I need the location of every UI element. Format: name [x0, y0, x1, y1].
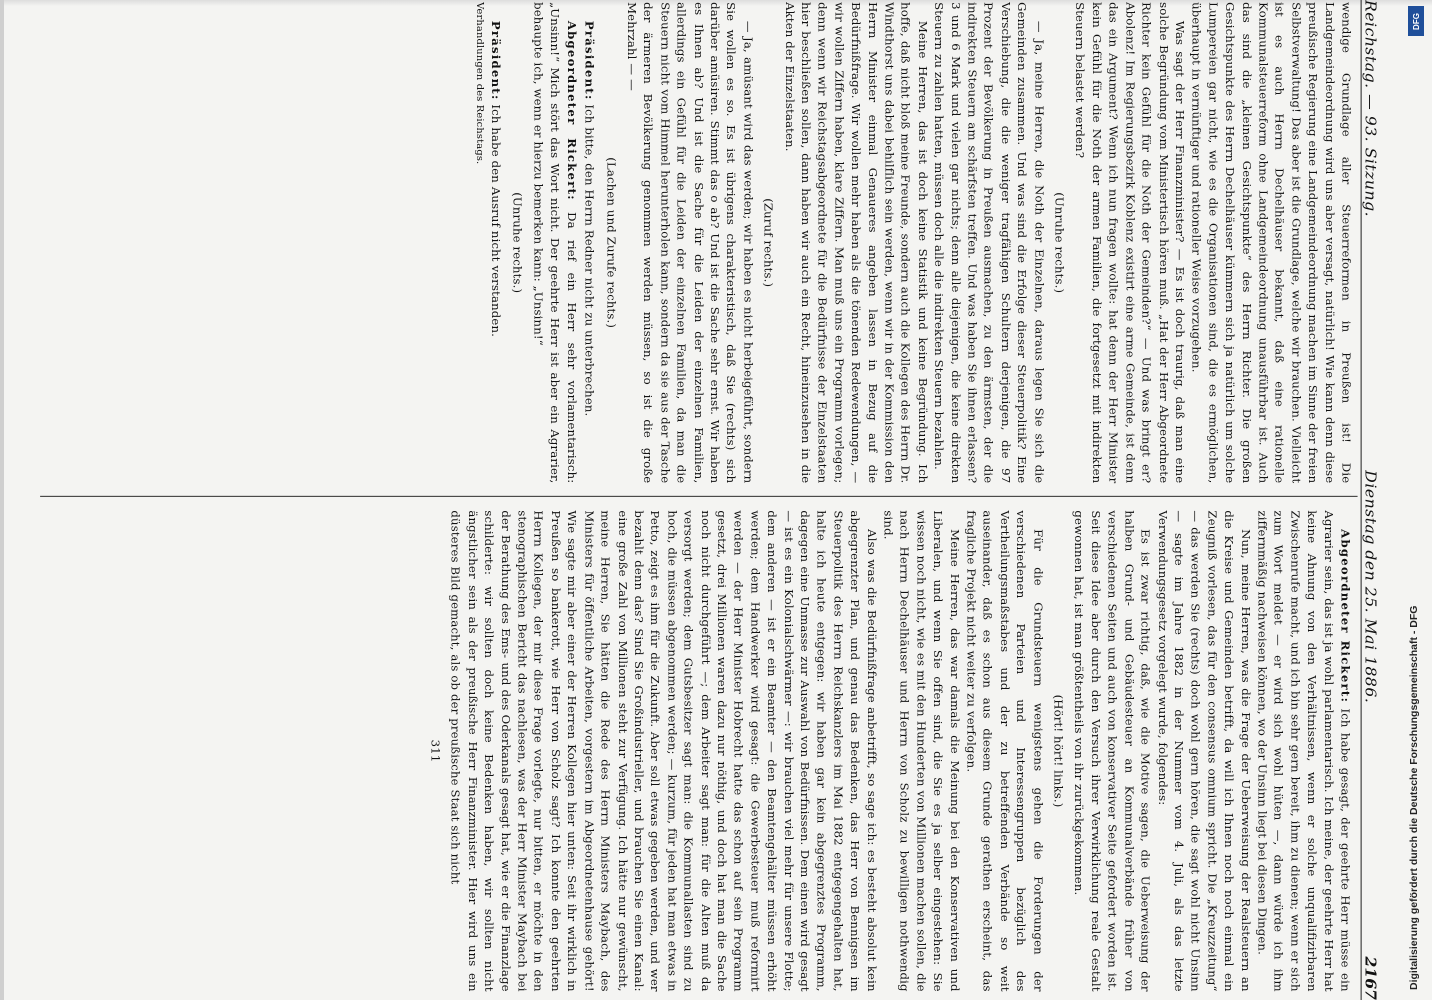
dfg-logo-text: DFG — [1411, 12, 1421, 30]
left-paragraph-5: — Ja, amüsant wird das werden; wir haben es nicht herbeigeführt, sondern Sie wollen es so. Es ist übrigens charakteristisch, daß Sie (rechts) sich darüber amüsiren. Stimmt das o ab? Und ist die Sache sehr ernst. Wir haben es Ihnen ab? Und ist die Sache für die Leiden der einzelnen Familien, allerdings ein Gefühl für die Leiden der einzelnen Familien, da man die Steuern nicht vom Himmel herunterholen kann, sondern da sie aus der Tasche der ärmeren Bevölkerung genommen werden müssen, so ist die große Mehrzahl — — — [624, 2, 755, 484]
speaker-label: Präsident: — [489, 20, 504, 101]
header-center: Dienstag den 25. Mai 1886. — [1361, 470, 1380, 704]
dfg-logo — [1408, 6, 1424, 36]
rotated-page — [32, 0, 1390, 1000]
left-remark-3: (Lachen und Zurufe rechts.) — [604, 157, 618, 329]
left-remark-4: (Unruhe rechts.) — [510, 192, 525, 294]
page-number: 2167 — [1361, 956, 1380, 1000]
right-paragraph-1 — [1253, 510, 1354, 991]
speech-text: Ich habe gesagt, der geehrte Herr müsse ein Agrarier sein, das ist ja wohl parlamentarisch. Ich meine, der geehrte Herr hat keine Ahnung von den Verhältnissen, wenn er solche unqualifizirbaren Zwischenrufe macht, und ich bin sehr gern bereit, ihm zu dienen; wenn er sich zum Wort meldet — er wird sich wohl hüten —, dann würde ich ihm ziffernmäßig nachweisen können, wo der Unsinn liegt bei diesen Dingen. — [1255, 510, 1352, 992]
right-paragraph-3: Für die Grundsteuern wenigstens gehen die Forderungen der verschiedenen Parteien und Interessengruppen bezüglich des Vertheilungsmaßstabes und der zu betreffenden Verbände so weit auseinander, daß es schon aus diesem Grunde gerathen erscheint, das fragliche Projekt nicht weiter zu verfolgen. — [964, 510, 1045, 992]
right-remark-1: (Hört! hört! links.) — [1051, 694, 1065, 808]
speaker-label: Abgeordneter Rickert: — [1338, 529, 1353, 704]
running-header — [1361, 0, 1390, 1000]
speech-text: Ich bitte, den Herrn Redner nicht zu unterbrechen. — [582, 104, 596, 417]
scan-edge-left — [0, 0, 4, 1000]
right-column — [36, 510, 1353, 991]
dfg-attribution: Digitalisierung gefördert durch die Deutsche Forschungsgemeinschaft - DFG — [1408, 605, 1420, 990]
right-paragraph-4: Meine Herren, das war damals die Meinung bei den Konservativen und Liberalen, und wenn Sie offen sind, die Sie es ja selber eingestehen: Sie wissen noch nicht, wie es mit den Hunderten von Millionen machen sollen, die nach Herrn Dechelhäuser und Herrn von Scholz zu bewilligen nothwendig sind. — [881, 510, 961, 992]
header-left: Reichstag. — 93. Sitzung. — [1361, 0, 1380, 218]
column-divider — [40, 496, 1357, 497]
speech-text: Ich habe den Ausruf nicht verstanden. — [489, 104, 503, 337]
right-quote: Es ist zwar richtig, daß, wie die Motive sagen, die Ueberweisung der halben Grund- und Gebäudesteuer an Kommunalverbände früher von verschiedenen Seiten und auch von konservativer Seite gefordert worden ist. Seit diese Idee aber durch den Versuch ihrer Verwirklichung reale Gestalt gewonnen hat, ist man größtentheils von ihr zurückgekommen. — [1072, 510, 1152, 992]
left-remark-2: (Zuruf rechts.) — [761, 198, 776, 288]
scanned-page — [32, 0, 1390, 1000]
speaker-label: Präsident: — [582, 20, 597, 101]
left-paragraph-4: Meine Herren, das ist doch keine Statistik und keine Begründung. Ich hoffe, daß nicht bloß meine Freunde, sondern auch die Kollegen des Herrn Dr. Windthorst uns dabei behilflich sein werden, wenn wir in der Kommission den Herrn Minister einmal Genaueres angeben lassen in Bezug auf die Bedürfnißfrage. Wir wollen mehr haben als die tönenden Redewendungen, — wir wollen Ziffern haben, klare Ziffern. Man muß uns ein Programm vorlegen; denn wenn wir Reichstagsabgeordnete für die Bedürfnisse der Einzelstaaten hier beschließen sollen, dann haben wir auch ein Recht, hineinzusehen in die Akten der Einzelstaaten. — [782, 2, 929, 484]
left-column — [36, 2, 1353, 483]
dfg-margin — [1398, 0, 1432, 1000]
left-paragraph-8 — [487, 2, 505, 483]
left-paragraph-2: Was sagt der Herr Finanzminister? — Es ist doch traurig, daß man eine solche Begründung vom Ministertisch hören muß. „Hat der Herr Abgeordnete Richter kein Gefühl für die Noth der Gemeinden?“ — Und was bringt er? Abolenz! Im Regierungsbezirk Koblenz existirt eine arme Gemeinde, ist denn das ein Argument? Wenn ich nun fragen wollte: hat denn der Herr Minister kein Gefühl für die Noth der armen Familien, die fortgesetzt mit indirekten Steuern belastet werden? — [1073, 2, 1187, 484]
left-remark-1: (Unruhe rechts.) — [1052, 192, 1066, 294]
footer-source: Verhandlungen des Reichstags. — [473, 2, 485, 165]
left-paragraph-6 — [580, 2, 598, 483]
signature-mark: 311 — [428, 739, 442, 763]
left-paragraph-3: — Ja, meine Herren, die Noth der Einzelnen, daraus legen Sie sich die Gemeinden zusammen. Und was sind die Erfolge dieser Steuerpolitik? Eine Verschiebung, die die weniger tragfähigen Schultern derjenigen, die 97 Prozent der Bevölkerung in Preußen ausmachen, zu den ärmsten, der die indirekten Steuern am schärfsten treffen. Und was haben Sie ihnen erlassen? 3 und 6 Mark und vielen gar nichts; denn alle diejenigen, die keine direkten Steuern zu zahlen hatten, müssen doch alle die indirekten Steuern bezahlen. — [932, 2, 1046, 484]
left-paragraph-7 — [529, 2, 580, 483]
left-paragraph-1: wendige Grundlage aller Steuerreformen in Preußen ist! Die Landgemeindeordnung wird uns aber versagt, natürlich! Wie kann denn diese preußische Regierung eine Landgemeindeordnung machen im Sinne der freien Selbstverwaltung! Das aber ist die Grundlage, welche wir brauchen. Vielleicht ist es auch Herrn Dechelhäuser bekannt, daß eine rationelle Kommunalsteuerreform ohne Landgemeindeordnung unausführbar ist. Auch das sind die „kleinen Gesichtspunkte“ des Herrn Richter. Die großen Gesichtspunkte des Herrn Dechelhäuser kümmern sich ja natürlich um solche Lumpereien gar nicht, wie es die Organisationen sind, die es ermöglichen, überhaupt in vernünftiger und rationeller Weise vorzugehen. — [1189, 2, 1353, 484]
right-paragraph-5: Also was die Bedürfnißfrage anbetrifft, so sage ich: es besteht absolut kein abgegrenzter Plan, und genau das Bedenken, das Herr von Bennigsen im Steuerpolitik des Herrn Reichskanzlers im Mai 1882 entgegengehalten hat, halte ich heute entgegen: wir haben gar kein abgegrenztes Programm, dagegen eine Unmasse zur Auswahl von Bedürfnissen. Dem einen wird gesagt — ist es ein Kolonialschwärmer —: wir brauchen viel mehr für unsere Flotte; dem anderen — ist er ein Beamter — den Beamtengehälter müssen erhöht werden; dem Handwerker wird gesagt: die Gewerbesteuer muß reformirt werden — der Herr Minister Hobrecht hatte das schon auf sein Programm gesetzt, drei Millionen waren dazu nur nöthig, und doch hat man die Sache noch nicht durchgeführt —; dem Arbeiter sagt man: für die Alten muß da versorgt werden; dem Gutsbesitzer sagt man: die Kommunallasten sind zu hoch, die müssen abgenommen werden; — kurzum, für jeden hat man etwas in Petto, zeigt es ihm für die Zukunft. Aber soll etwas gegeben werden, und wer bezahlt denn das? Sind Sie Großindustrieller, und brauchen Sie einen Kanal: eine große Zahl von Millionen steht zur Verfügung. Ich hätte nur gewünscht, meine Herren, Sie hätten die Rede des Herrn Ministers Maybach, des Ministers für öffentliche Arbeiten, vorgestern im Abgeordnetenhause gehört! Wie sagte mir aber einer der Herren Kollegen hier unten: Seit ihr wirklich in Preußen so bankerott, wie Herr von Scholz sagt? Ich konnte den geehrten Herrn Kollegen, der mir diese Frage vorlegte, nur bitten, er möchte in den stenographischen Bericht das nachlesen, was der Herr Minister Maybach bei der Berathung des Ems- und des Oderkanals gesagt hat, wie er die Finanzlage schilderte: wir sollten doch keine Bedenken haben, wir sollten nicht ängstlicher sein als der preußische Herr Finanzminister. Hier wird uns ein düsteres Bild gemacht, als ob der preußische Staat sich nicht — [448, 510, 878, 992]
right-paragraph-2: Nun, meine Herren, was die Frage der Ueberweisung der Realsteuern an die Kreise und Gemeinden betrifft, da will ich Ihnen noch noch einmal ein Zeugniß vorlesen, das für den consensus omnium spricht. Die „Kreuzzeitung“ — das werden Sie (rechts) doch wohl gern hören, die sagt wohl nicht Unsinn — sagte im Jahre 1882 in der Nummer vom 4. Juli, als das letzte Verwendungsgesetz vorgelegt wurde, folgendes: — [1155, 510, 1252, 992]
speaker-label: Abgeordneter Rickert: — [564, 20, 579, 201]
speech-text: Da rief ein Herr sehr vorlamentarisch: „Unsinn!“ Mich stört das Wort nicht. Der geehrte Herr ist aber ein Agrarier, behaupte ich, wenn er hierzu bemerken kann: „Unsinn!“ — [531, 2, 578, 484]
